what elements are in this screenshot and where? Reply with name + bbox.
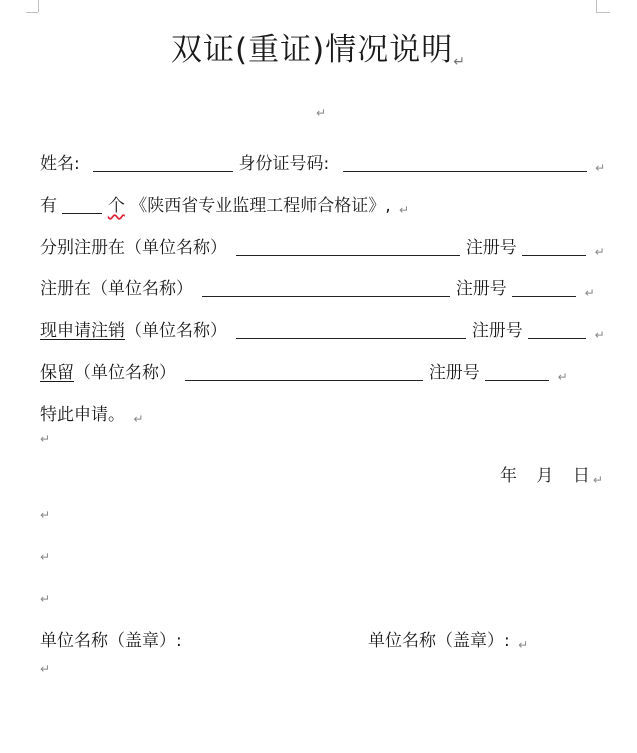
signature-label-right: 单位名称（盖章）: xyxy=(368,631,510,651)
registration-number-label: 注册号 xyxy=(428,363,480,383)
paragraph-mark: ↵ xyxy=(40,592,51,606)
registration-number-field[interactable] xyxy=(485,366,549,381)
page-corner-mark xyxy=(38,0,39,12)
certificate-name: 《陕西省专业监理工程师合格证》, xyxy=(130,196,391,216)
name-id-row xyxy=(40,149,605,175)
paragraph-mark: ↵ xyxy=(453,54,466,70)
count-field[interactable] xyxy=(62,199,102,214)
unit-name-field[interactable] xyxy=(202,282,450,297)
registration-number-field[interactable] xyxy=(528,324,586,339)
registration-number-field[interactable] xyxy=(522,241,586,256)
page-corner-mark xyxy=(596,0,597,12)
registration-number-label: 注册号 xyxy=(455,279,507,299)
retain-row xyxy=(40,358,568,384)
unit-name-label: （单位名称） xyxy=(74,363,176,383)
request-line xyxy=(40,400,143,426)
unit-name-field[interactable] xyxy=(236,324,466,339)
paragraph-mark: ↵ xyxy=(399,203,410,217)
paragraph-mark: ↵ xyxy=(594,245,605,259)
registered-separately-row xyxy=(40,233,605,259)
paragraph-mark: ↵ xyxy=(40,550,51,564)
registered-row xyxy=(40,274,595,300)
certificate-row xyxy=(40,191,409,217)
registration-number-label: 注册号 xyxy=(465,238,517,258)
month-label: 月 xyxy=(536,466,554,486)
paragraph-mark: ↵ xyxy=(316,106,327,120)
paragraph-mark: ↵ xyxy=(40,508,51,522)
paragraph-mark: ↵ xyxy=(584,286,595,300)
paragraph-mark: ↵ xyxy=(592,473,603,487)
unit-name-field[interactable] xyxy=(236,241,460,256)
page-corner-mark xyxy=(596,12,610,13)
right-signature xyxy=(368,626,528,652)
unit-char: 个 xyxy=(107,196,125,216)
id-number-field[interactable] xyxy=(343,157,587,172)
request-text: 特此申请。 xyxy=(40,405,125,425)
registered-separately-label: 分别注册在（单位名称） xyxy=(40,238,227,258)
left-signature xyxy=(40,626,182,651)
paragraph-mark: ↵ xyxy=(595,161,606,175)
paragraph-mark: ↵ xyxy=(40,662,51,676)
unit-name-field[interactable] xyxy=(185,366,423,381)
paragraph-mark: ↵ xyxy=(518,638,529,652)
paragraph-mark: ↵ xyxy=(40,432,51,446)
have-label: 有 xyxy=(40,196,57,216)
cancel-request-label: 现申请注销 xyxy=(40,321,125,341)
name-field[interactable] xyxy=(93,157,233,172)
date-line xyxy=(500,461,603,487)
year-label: 年 xyxy=(500,466,517,486)
document-title xyxy=(0,24,637,70)
title-text: 双证(重证)情况说明 xyxy=(171,32,454,68)
registration-number-field[interactable] xyxy=(512,282,576,297)
cancel-row xyxy=(40,316,605,342)
registered-label: 注册在（单位名称） xyxy=(40,279,193,299)
paragraph-mark: ↵ xyxy=(594,328,605,342)
registration-number-label: 注册号 xyxy=(471,321,523,341)
retain-label: 保留 xyxy=(40,363,74,383)
id-label: 身份证号码: xyxy=(238,154,330,174)
paragraph-mark: ↵ xyxy=(133,412,144,426)
paragraph-mark: ↵ xyxy=(557,370,568,384)
day-label: 日 xyxy=(572,466,590,486)
unit-name-label: （单位名称） xyxy=(125,321,227,341)
name-label: 姓名: xyxy=(40,154,80,174)
page-corner-mark xyxy=(26,12,38,13)
signature-label-left: 单位名称（盖章）: xyxy=(40,631,182,651)
